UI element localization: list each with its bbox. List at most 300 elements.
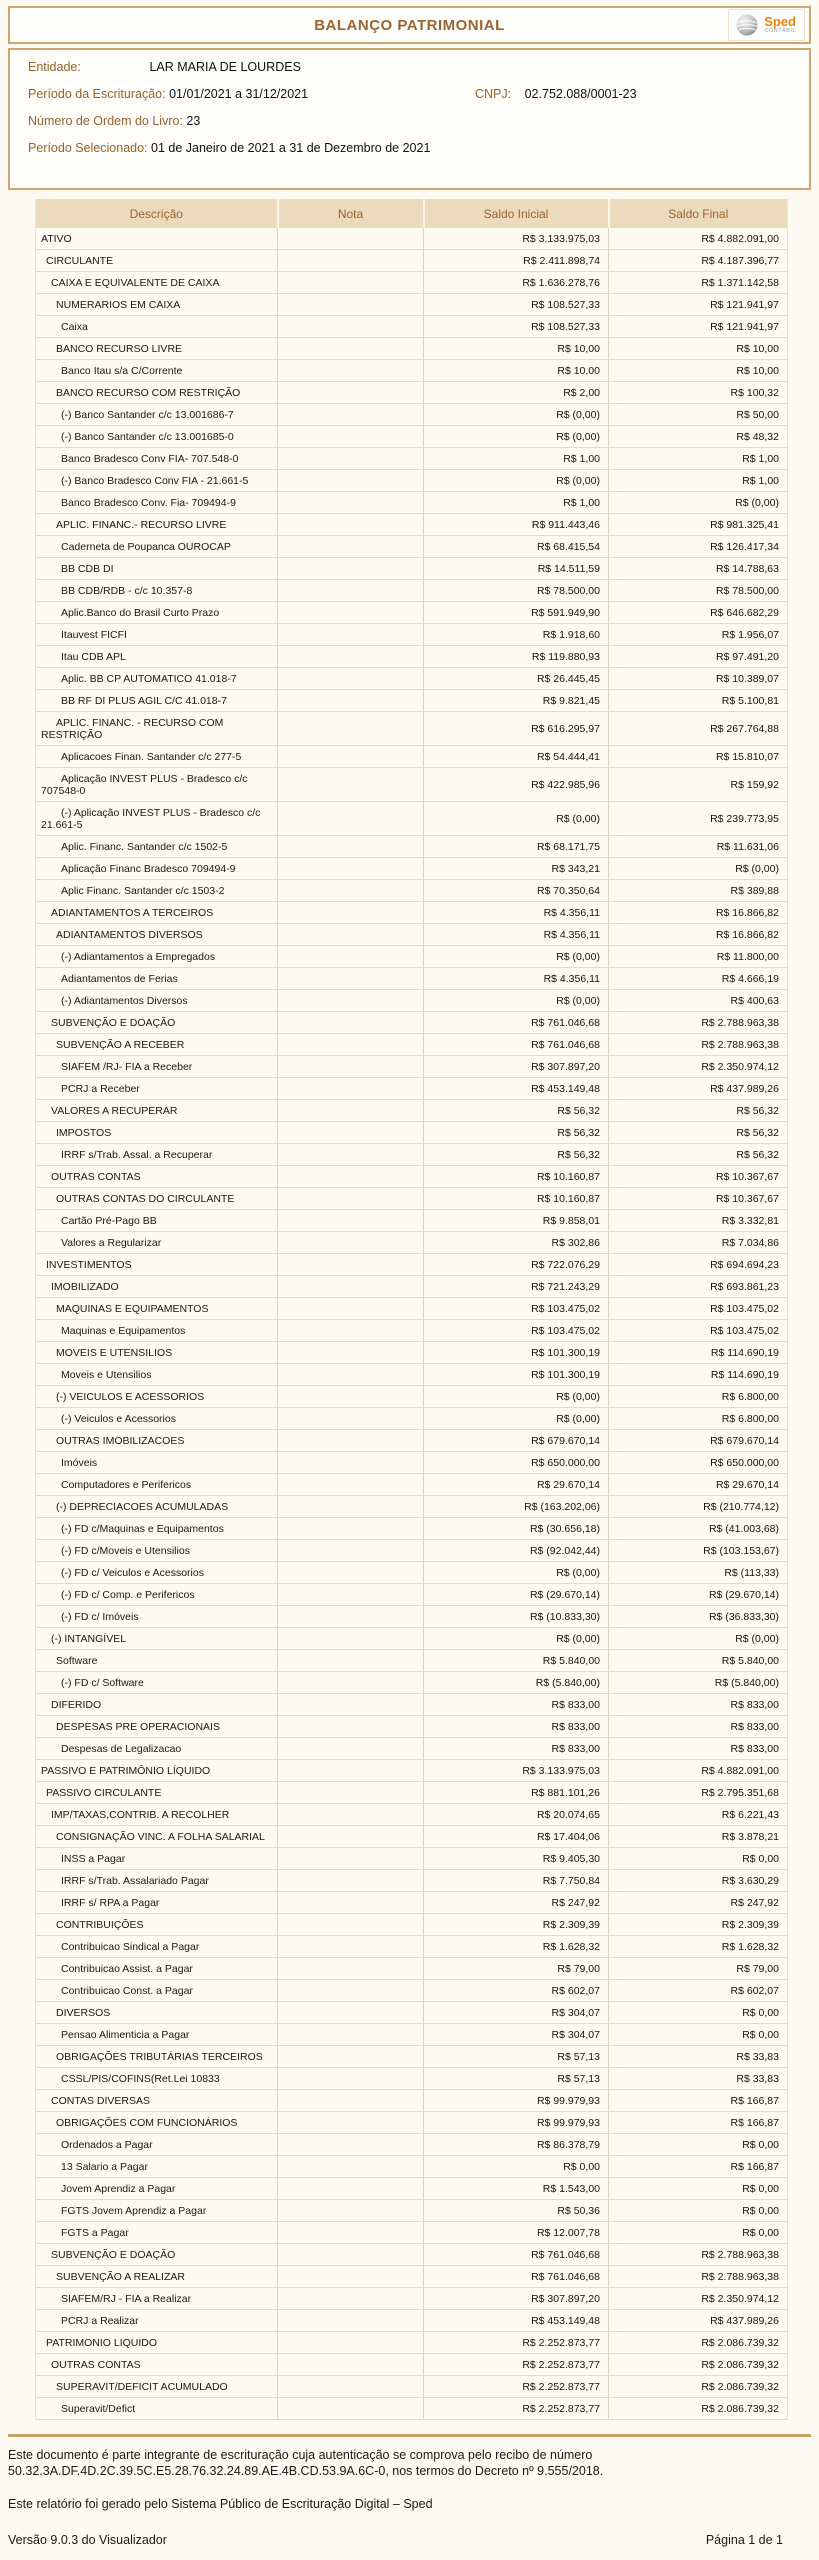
- table-row: [36, 1232, 788, 1254]
- table-row: [36, 1848, 788, 1870]
- saldo-inicial-value: R$ 57,13: [424, 2046, 609, 2068]
- saldo-final-value: R$ 166,87: [609, 2090, 788, 2112]
- table-row: [36, 294, 788, 316]
- account-note: [278, 1100, 424, 1122]
- saldo-inicial-value: R$ 247,92: [424, 1892, 609, 1914]
- saldo-inicial-value: R$ 9.405,30: [424, 1848, 609, 1870]
- saldo-final-value: R$ 16.866,82: [609, 902, 788, 924]
- account-note: [278, 880, 424, 902]
- table-row: [36, 2134, 788, 2156]
- account-note: [278, 1386, 424, 1408]
- page-number: Página 1 de 1: [705, 2533, 783, 2547]
- saldo-final-value: R$ 10,00: [609, 338, 788, 360]
- account-note: [278, 1232, 424, 1254]
- account-description: IRRF s/ RPA a Pagar: [36, 1892, 278, 1914]
- account-note: [278, 1826, 424, 1848]
- table-row: [36, 1826, 788, 1848]
- saldo-inicial-value: R$ 1.918,60: [424, 624, 609, 646]
- account-note: [278, 2222, 424, 2244]
- saldo-inicial-value: R$ (0,00): [424, 404, 609, 426]
- saldo-final-value: R$ 5.840,00: [609, 1650, 788, 1672]
- saldo-inicial-value: R$ 54.444,41: [424, 746, 609, 768]
- sped-brand-label: Sped: [764, 14, 796, 30]
- saldo-final-value: R$ 2.350.974,12: [609, 2288, 788, 2310]
- table-row: [36, 2178, 788, 2200]
- saldo-final-value: R$ 6.800,00: [609, 1386, 788, 1408]
- saldo-inicial-value: R$ 343,21: [424, 858, 609, 880]
- account-note: [278, 902, 424, 924]
- saldo-inicial-value: R$ 0,00: [424, 2156, 609, 2178]
- table-row: [36, 1518, 788, 1540]
- saldo-final-value: R$ 833,00: [609, 1738, 788, 1760]
- saldo-final-value: R$ 1.628,32: [609, 1936, 788, 1958]
- account-description: SUBVENÇÃO A REALIZAR: [36, 2266, 278, 2288]
- table-row: [36, 1738, 788, 1760]
- saldo-final-value: R$ 3.878,21: [609, 1826, 788, 1848]
- account-description: SUPERAVIT/DEFICIT ACUMULADO: [36, 2376, 278, 2398]
- table-row: [36, 448, 788, 470]
- table-row: [36, 690, 788, 712]
- saldo-final-value: R$ 2.086.739,32: [609, 2398, 788, 2420]
- saldo-final-value: R$ 0,00: [609, 2134, 788, 2156]
- saldo-inicial-value: R$ 833,00: [424, 1694, 609, 1716]
- account-note: [278, 1628, 424, 1650]
- account-description: OBRIGAÇÕES COM FUNCIONÁRIOS: [36, 2112, 278, 2134]
- book-order-row: [28, 114, 809, 128]
- table-row: [36, 1012, 788, 1034]
- saldo-inicial-value: R$ 602,07: [424, 1980, 609, 2002]
- saldo-final-value: R$ (5.840,00): [609, 1672, 788, 1694]
- table-row: [36, 1694, 788, 1716]
- account-description: Aplic Financ. Santander c/c 1503-2: [36, 880, 278, 902]
- account-note: [278, 2376, 424, 2398]
- account-description: PASSIVO CIRCULANTE: [36, 1782, 278, 1804]
- saldo-inicial-value: R$ 5.840,00: [424, 1650, 609, 1672]
- table-row: [36, 1166, 788, 1188]
- saldo-final-value: R$ 1,00: [609, 448, 788, 470]
- account-note: [278, 1188, 424, 1210]
- account-description: IRRF s/Trab. Assalariado Pagar: [36, 1870, 278, 1892]
- saldo-inicial-value: R$ (0,00): [424, 802, 609, 836]
- table-row: [36, 1144, 788, 1166]
- account-note: [278, 536, 424, 558]
- account-description: Adiantamentos de Ferias: [36, 968, 278, 990]
- saldo-inicial-value: R$ 9.821,45: [424, 690, 609, 712]
- account-description: DIFERIDO: [36, 1694, 278, 1716]
- account-note: [278, 316, 424, 338]
- saldo-inicial-value: R$ 2.252.873,77: [424, 2376, 609, 2398]
- table-row: [36, 1870, 788, 1892]
- account-note: [278, 250, 424, 272]
- authentication-note: Este documento é parte integrante de escrituração cuja autenticação se comprova pelo recibo de número 50.32.3A.DF.4D.2C.39.5C.E5.28.76.32.24.89.AE.4B.CD.53.9A.6C-0, nos termos do Decreto nº 9.555/2018.: [8, 2448, 604, 2478]
- saldo-final-value: R$ 0,00: [609, 2222, 788, 2244]
- table-row: [36, 1100, 788, 1122]
- saldo-final-value: R$ 7.034,86: [609, 1232, 788, 1254]
- saldo-final-value: R$ 833,00: [609, 1716, 788, 1738]
- saldo-final-value: R$ 2.788.963,38: [609, 2266, 788, 2288]
- account-description: BB CDB/RDB - c/c 10.357-8: [36, 580, 278, 602]
- account-note: [278, 690, 424, 712]
- table-row: [36, 1606, 788, 1628]
- table-row: [36, 1430, 788, 1452]
- table-row: [36, 1540, 788, 1562]
- entity-value: LAR MARIA DE LOURDES: [149, 60, 301, 74]
- table-row: [36, 924, 788, 946]
- saldo-final-value: R$ 56,32: [609, 1122, 788, 1144]
- saldo-final-value: R$ 4.666,19: [609, 968, 788, 990]
- table-row: [36, 1650, 788, 1672]
- table-row: [36, 902, 788, 924]
- selected-period-value: 01 de Janeiro de 2021 a 31 de Dezembro de 2021: [151, 141, 431, 155]
- saldo-inicial-value: R$ 26.445,45: [424, 668, 609, 690]
- table-row: [36, 1056, 788, 1078]
- saldo-final-value: R$ 14.788,63: [609, 558, 788, 580]
- saldo-inicial-value: R$ 56,32: [424, 1100, 609, 1122]
- saldo-final-value: R$ 33,83: [609, 2068, 788, 2090]
- saldo-final-value: R$ (113,33): [609, 1562, 788, 1584]
- account-note: [278, 1012, 424, 1034]
- account-description: CONTAS DIVERSAS: [36, 2090, 278, 2112]
- book-order-label: Número de Ordem do Livro:: [28, 114, 183, 128]
- account-note: [278, 426, 424, 448]
- account-description: MOVEIS E UTENSILIOS: [36, 1342, 278, 1364]
- table-row: [36, 228, 788, 250]
- viewer-version: Versão 9.0.3 do Visualizador: [8, 2533, 167, 2547]
- saldo-final-value: R$ 4.882.091,00: [609, 1760, 788, 1782]
- table-row: [36, 1320, 788, 1342]
- table-row: [36, 802, 788, 836]
- column-header-saldo-inicial: Saldo Inicial: [424, 199, 609, 228]
- account-note: [278, 2354, 424, 2376]
- saldo-final-value: R$ (0,00): [609, 1628, 788, 1650]
- saldo-final-value: R$ 2.788.963,38: [609, 2244, 788, 2266]
- account-description: Aplic.Banco do Brasil Curto Prazo: [36, 602, 278, 624]
- account-note: [278, 1144, 424, 1166]
- account-description: (-) FD c/ Software: [36, 1672, 278, 1694]
- selected-period-row: [28, 141, 809, 155]
- footer-bottom-row: [8, 2533, 811, 2547]
- saldo-inicial-value: R$ 1,00: [424, 448, 609, 470]
- saldo-inicial-value: R$ (0,00): [424, 990, 609, 1012]
- saldo-inicial-value: R$ 1.636.278,76: [424, 272, 609, 294]
- saldo-inicial-value: R$ 1.543,00: [424, 2178, 609, 2200]
- saldo-final-value: R$ 79,00: [609, 1958, 788, 1980]
- period-row: [28, 87, 809, 101]
- table-row: [36, 1760, 788, 1782]
- account-note: [278, 668, 424, 690]
- account-note: [278, 2002, 424, 2024]
- table-row: [36, 746, 788, 768]
- table-row: [36, 2266, 788, 2288]
- account-note: [278, 1804, 424, 1826]
- saldo-inicial-value: R$ (30.656,18): [424, 1518, 609, 1540]
- saldo-inicial-value: R$ 3.133.975,03: [424, 1760, 609, 1782]
- saldo-final-value: R$ 693.861,23: [609, 1276, 788, 1298]
- saldo-final-value: R$ 114.690,19: [609, 1364, 788, 1386]
- account-note: [278, 1430, 424, 1452]
- account-description: CONTRIBUIÇÕES: [36, 1914, 278, 1936]
- saldo-inicial-value: R$ 10,00: [424, 360, 609, 382]
- account-description: CAIXA E EQUIVALENTE DE CAIXA: [36, 272, 278, 294]
- saldo-final-value: R$ 2.086.739,32: [609, 2376, 788, 2398]
- table-row: [36, 382, 788, 404]
- period-label: Período da Escrituração:: [28, 87, 166, 101]
- account-note: [278, 1672, 424, 1694]
- account-note: [278, 492, 424, 514]
- saldo-final-value: R$ 121.941,97: [609, 294, 788, 316]
- saldo-inicial-value: R$ 1.628,32: [424, 1936, 609, 1958]
- account-description: CIRCULANTE: [36, 250, 278, 272]
- table-row: [36, 1782, 788, 1804]
- account-note: [278, 1320, 424, 1342]
- account-description: (-) FD c/ Comp. e Perifericos: [36, 1584, 278, 1606]
- column-header-nota: Nota: [278, 199, 424, 228]
- account-description: APLIC. FINANC. - RECURSO COM RESTRIÇÃO: [36, 712, 278, 746]
- account-description: IRRF s/Trab. Assal. a Recuperar: [36, 1144, 278, 1166]
- account-note: [278, 1914, 424, 1936]
- table-row: [36, 2156, 788, 2178]
- account-description: BB RF DI PLUS AGIL C/C 41.018-7: [36, 690, 278, 712]
- saldo-inicial-value: R$ 10.160,87: [424, 1166, 609, 1188]
- account-note: [278, 2046, 424, 2068]
- saldo-final-value: R$ 679.670,14: [609, 1430, 788, 1452]
- saldo-inicial-value: R$ 2.411.898,74: [424, 250, 609, 272]
- account-note: [278, 2024, 424, 2046]
- account-note: [278, 1540, 424, 1562]
- saldo-final-value: R$ 694.694,23: [609, 1254, 788, 1276]
- saldo-inicial-value: R$ 78.500,00: [424, 580, 609, 602]
- account-description: Itau CDB APL: [36, 646, 278, 668]
- table-row: [36, 1452, 788, 1474]
- table-row: [36, 558, 788, 580]
- table-row: [36, 1342, 788, 1364]
- saldo-inicial-value: R$ (0,00): [424, 1386, 609, 1408]
- account-note: [278, 360, 424, 382]
- saldo-final-value: R$ 121.941,97: [609, 316, 788, 338]
- account-note: [278, 448, 424, 470]
- account-note: [278, 1870, 424, 1892]
- saldo-final-value: R$ 389,88: [609, 880, 788, 902]
- saldo-inicial-value: R$ (92.042,44): [424, 1540, 609, 1562]
- table-row: [36, 1562, 788, 1584]
- saldo-inicial-value: R$ 2,00: [424, 382, 609, 404]
- table-row: [36, 646, 788, 668]
- saldo-final-value: R$ 267.764,88: [609, 712, 788, 746]
- saldo-final-value: R$ 4.187.396,77: [609, 250, 788, 272]
- account-note: [278, 2332, 424, 2354]
- account-description: BANCO RECURSO COM RESTRIÇÃO: [36, 382, 278, 404]
- account-note: [278, 1936, 424, 1958]
- account-description: MAQUINAS E EQUIPAMENTOS: [36, 1298, 278, 1320]
- table-row: [36, 712, 788, 746]
- saldo-final-value: R$ 833,00: [609, 1694, 788, 1716]
- saldo-inicial-value: R$ 453.149,48: [424, 2310, 609, 2332]
- saldo-final-value: R$ (29.670,14): [609, 1584, 788, 1606]
- saldo-final-value: R$ 159,92: [609, 768, 788, 802]
- saldo-final-value: R$ 1.371.142,58: [609, 272, 788, 294]
- account-note: [278, 1606, 424, 1628]
- table-body: [36, 228, 788, 2420]
- saldo-final-value: R$ 10,00: [609, 360, 788, 382]
- account-note: [278, 2090, 424, 2112]
- saldo-final-value: R$ 114.690,19: [609, 1342, 788, 1364]
- saldo-final-value: R$ 166,87: [609, 2156, 788, 2178]
- saldo-inicial-value: R$ 50,36: [424, 2200, 609, 2222]
- saldo-final-value: R$ 11.800,00: [609, 946, 788, 968]
- entity-info-panel: [8, 48, 811, 190]
- saldo-final-value: R$ 437.989,26: [609, 2310, 788, 2332]
- saldo-final-value: R$ 2.788.963,38: [609, 1012, 788, 1034]
- saldo-final-value: R$ 10.367,67: [609, 1188, 788, 1210]
- account-note: [278, 294, 424, 316]
- account-description: Aplic. Financ. Santander c/c 1502-5: [36, 836, 278, 858]
- account-description: Moveis e Utensilios: [36, 1364, 278, 1386]
- saldo-inicial-value: R$ 761.046,68: [424, 2266, 609, 2288]
- saldo-inicial-value: R$ 2.252.873,77: [424, 2398, 609, 2420]
- cnpj-label: CNPJ:: [475, 87, 512, 101]
- account-description: INSS a Pagar: [36, 1848, 278, 1870]
- account-description: Contribuicao Assist. a Pagar: [36, 1958, 278, 1980]
- account-note: [278, 558, 424, 580]
- saldo-inicial-value: R$ 453.149,48: [424, 1078, 609, 1100]
- table-row: [36, 2354, 788, 2376]
- sped-logo: [728, 9, 805, 41]
- saldo-final-value: R$ 103.475,02: [609, 1320, 788, 1342]
- saldo-inicial-value: R$ 12.007,78: [424, 2222, 609, 2244]
- table-row: [36, 1034, 788, 1056]
- saldo-inicial-value: R$ 2.309,39: [424, 1914, 609, 1936]
- saldo-inicial-value: R$ 108.527,33: [424, 316, 609, 338]
- account-note: [278, 1342, 424, 1364]
- table-row: [36, 880, 788, 902]
- saldo-inicial-value: R$ 679.670,14: [424, 1430, 609, 1452]
- account-note: [278, 1496, 424, 1518]
- account-note: [278, 2398, 424, 2420]
- saldo-final-value: R$ 11.631,06: [609, 836, 788, 858]
- saldo-inicial-value: R$ 3.133.975,03: [424, 228, 609, 250]
- table-row: [36, 990, 788, 1012]
- saldo-final-value: R$ 33,83: [609, 2046, 788, 2068]
- saldo-inicial-value: R$ 422.985,96: [424, 768, 609, 802]
- account-description: FGTS Jovem Aprendiz a Pagar: [36, 2200, 278, 2222]
- account-note: [278, 1166, 424, 1188]
- account-note: [278, 2200, 424, 2222]
- account-note: [278, 924, 424, 946]
- account-note: [278, 1034, 424, 1056]
- table-row: [36, 1364, 788, 1386]
- account-description: Valores a Regularizar: [36, 1232, 278, 1254]
- account-description: DIVERSOS: [36, 2002, 278, 2024]
- table-row: [36, 492, 788, 514]
- table-row: [36, 272, 788, 294]
- account-note: [278, 1210, 424, 1232]
- saldo-final-value: R$ 400,63: [609, 990, 788, 1012]
- saldo-inicial-value: R$ 4.356,11: [424, 968, 609, 990]
- account-note: [278, 836, 424, 858]
- table-row: [36, 2024, 788, 2046]
- saldo-inicial-value: R$ 79,00: [424, 1958, 609, 1980]
- saldo-final-value: R$ 2.086.739,32: [609, 2332, 788, 2354]
- table-header: [36, 199, 788, 228]
- saldo-final-value: R$ 602,07: [609, 1980, 788, 2002]
- entity-row: [28, 60, 809, 74]
- account-note: [278, 338, 424, 360]
- account-description: (-) VEICULOS E ACESSORIOS: [36, 1386, 278, 1408]
- account-description: (-) Banco Santander c/c 13.001686-7: [36, 404, 278, 426]
- saldo-inicial-value: R$ 99.979,93: [424, 2112, 609, 2134]
- account-note: [278, 2178, 424, 2200]
- account-note: [278, 2266, 424, 2288]
- saldo-inicial-value: R$ 833,00: [424, 1738, 609, 1760]
- account-note: [278, 1980, 424, 2002]
- saldo-inicial-value: R$ 761.046,68: [424, 1034, 609, 1056]
- saldo-inicial-value: R$ 10,00: [424, 338, 609, 360]
- saldo-final-value: R$ 3.332,81: [609, 1210, 788, 1232]
- table-row: [36, 338, 788, 360]
- account-description: 13 Salario a Pagar: [36, 2156, 278, 2178]
- table-row: [36, 1914, 788, 1936]
- table-row: [36, 2112, 788, 2134]
- table-row: [36, 2090, 788, 2112]
- saldo-final-value: R$ 2.086.739,32: [609, 2354, 788, 2376]
- account-description: Aplicacoes Finan. Santander c/c 277-5: [36, 746, 278, 768]
- saldo-final-value: R$ 0,00: [609, 2024, 788, 2046]
- saldo-inicial-value: R$ 119.880,93: [424, 646, 609, 668]
- saldo-inicial-value: R$ 307.897,20: [424, 1056, 609, 1078]
- saldo-final-value: R$ 239.773,95: [609, 802, 788, 836]
- account-description: Aplic. BB CP AUTOMATICO 41.018-7: [36, 668, 278, 690]
- account-note: [278, 1078, 424, 1100]
- saldo-inicial-value: R$ 7.750,84: [424, 1870, 609, 1892]
- saldo-inicial-value: R$ (0,00): [424, 946, 609, 968]
- account-note: [278, 968, 424, 990]
- account-note: [278, 1650, 424, 1672]
- account-description: Banco Itau s/a C/Corrente: [36, 360, 278, 382]
- table-row: [36, 2200, 788, 2222]
- saldo-inicial-value: R$ 29.670,14: [424, 1474, 609, 1496]
- saldo-inicial-value: R$ 14.511,59: [424, 558, 609, 580]
- account-description: PCRJ a Realizar: [36, 2310, 278, 2332]
- table-row: [36, 1496, 788, 1518]
- table-row: [36, 668, 788, 690]
- table-row: [36, 404, 788, 426]
- saldo-inicial-value: R$ 9.858,01: [424, 1210, 609, 1232]
- table-row: [36, 1386, 788, 1408]
- saldo-inicial-value: R$ 86.378,79: [424, 2134, 609, 2156]
- saldo-final-value: R$ (0,00): [609, 492, 788, 514]
- account-description: OBRIGAÇÕES TRIBUTÁRIAS TERCEIROS: [36, 2046, 278, 2068]
- table-row: [36, 2288, 788, 2310]
- saldo-final-value: R$ 6.221,43: [609, 1804, 788, 1826]
- account-description: (-) FD c/ Veiculos e Acessorios: [36, 1562, 278, 1584]
- saldo-inicial-value: R$ (0,00): [424, 1408, 609, 1430]
- page-title: BALANÇO PATRIMONIAL: [314, 16, 505, 34]
- account-description: OUTRAS IMOBILIZACOES: [36, 1430, 278, 1452]
- account-note: [278, 2156, 424, 2178]
- table-row: [36, 1804, 788, 1826]
- sped-globe-icon: [735, 13, 759, 37]
- saldo-final-value: R$ 0,00: [609, 2002, 788, 2024]
- account-description: PATRIMONIO LIQUIDO: [36, 2332, 278, 2354]
- saldo-inicial-value: R$ 616.295,97: [424, 712, 609, 746]
- saldo-final-value: R$ 650.000,00: [609, 1452, 788, 1474]
- account-note: [278, 1276, 424, 1298]
- account-note: [278, 1364, 424, 1386]
- table-row: [36, 1188, 788, 1210]
- account-description: (-) Adiantamentos Diversos: [36, 990, 278, 1012]
- saldo-inicial-value: R$ 2.252.873,77: [424, 2332, 609, 2354]
- account-description: (-) FD c/ Imóveis: [36, 1606, 278, 1628]
